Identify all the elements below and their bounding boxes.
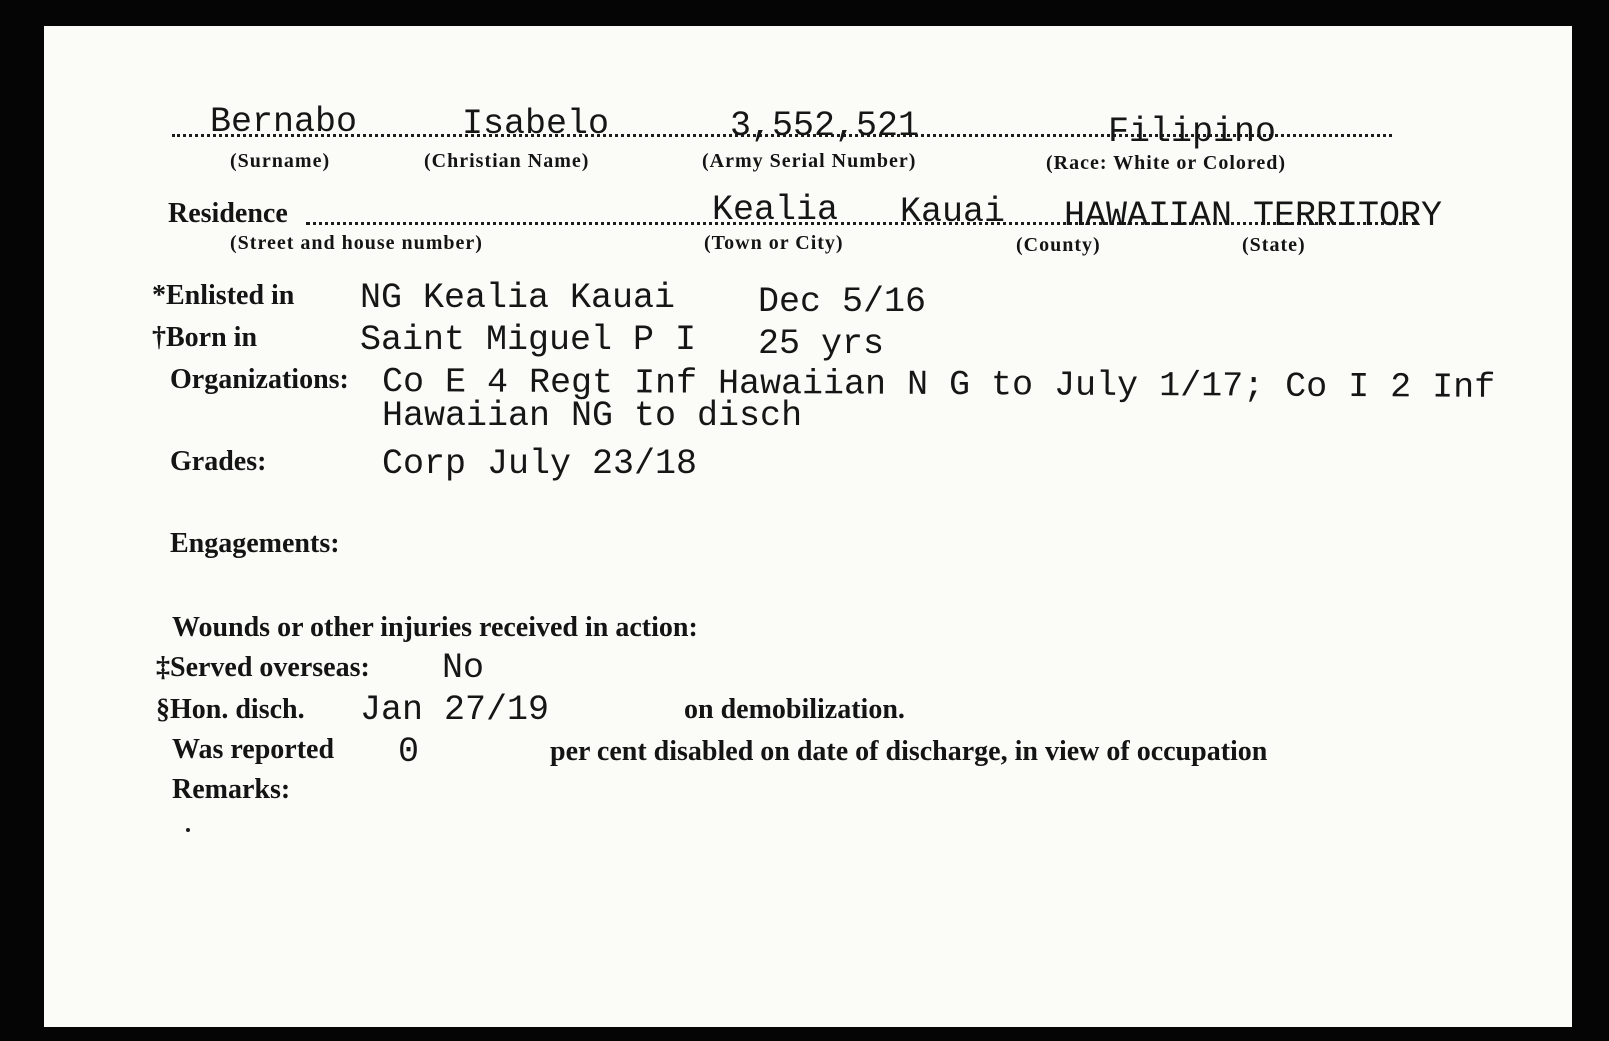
organizations-label: Organizations: (170, 364, 349, 395)
county-caption: (County) (1016, 234, 1101, 256)
ink-speck (186, 828, 190, 832)
engagements-label: Engagements: (170, 528, 340, 559)
residence-county-value: Kauai (900, 192, 1006, 232)
organizations-line-1: Co E 4 Regt Inf Hawaiian N G to July 1/17; Co I 2 Inf (381, 362, 1496, 408)
reported-label: Was reported (172, 734, 335, 765)
residence-state-value: HAWAIIAN TERRITORY (1064, 196, 1443, 236)
born-label: †Born in (152, 322, 258, 353)
born-age-value: 25 yrs (758, 324, 885, 364)
race-value: Filipino (1108, 112, 1277, 152)
born-place-value: Saint Miguel P I (360, 320, 697, 360)
serial-number-caption: (Army Serial Number) (702, 150, 917, 172)
remarks-label: Remarks: (172, 774, 291, 805)
state-caption: (State) (1242, 234, 1306, 256)
surname-caption: (Surname) (230, 150, 331, 172)
grades-label: Grades: (170, 446, 267, 477)
hon-disch-label: §Hon. disch. (156, 694, 305, 725)
surname-value: Bernabo (210, 102, 358, 142)
organizations-line-2: Hawaiian NG to disch (382, 396, 803, 436)
served-overseas-label: ‡Served overseas: (156, 652, 370, 683)
served-overseas-value: No (442, 648, 485, 688)
hon-disch-date-value: Jan 27/19 (360, 690, 550, 730)
residence-label: Residence (168, 198, 288, 229)
wounds-label: Wounds or other injuries received in action: (172, 612, 698, 643)
enlisted-place-value: NG Kealia Kauai (360, 278, 676, 318)
race-caption: (Race: White or Colored) (1046, 152, 1287, 174)
christian-name-caption: (Christian Name) (424, 150, 590, 172)
enlisted-date-value: Dec 5/16 (758, 282, 927, 322)
christian-name-value: Isabelo (462, 104, 610, 144)
serial-number-value: 3,552,521 (730, 106, 920, 146)
disability-suffix: per cent disabled on date of discharge, in view of occupation (550, 736, 1268, 767)
hon-disch-suffix: on demobilization. (684, 694, 905, 725)
town-caption: (Town or City) (704, 232, 844, 254)
residence-town-value: Kealia (712, 190, 839, 230)
service-record-card (44, 26, 1572, 1027)
disability-percent-value: 0 (398, 732, 420, 772)
street-caption: (Street and house number) (230, 232, 483, 254)
enlisted-label: *Enlisted in (152, 280, 295, 311)
grades-value: Corp July 23/18 (382, 444, 698, 484)
